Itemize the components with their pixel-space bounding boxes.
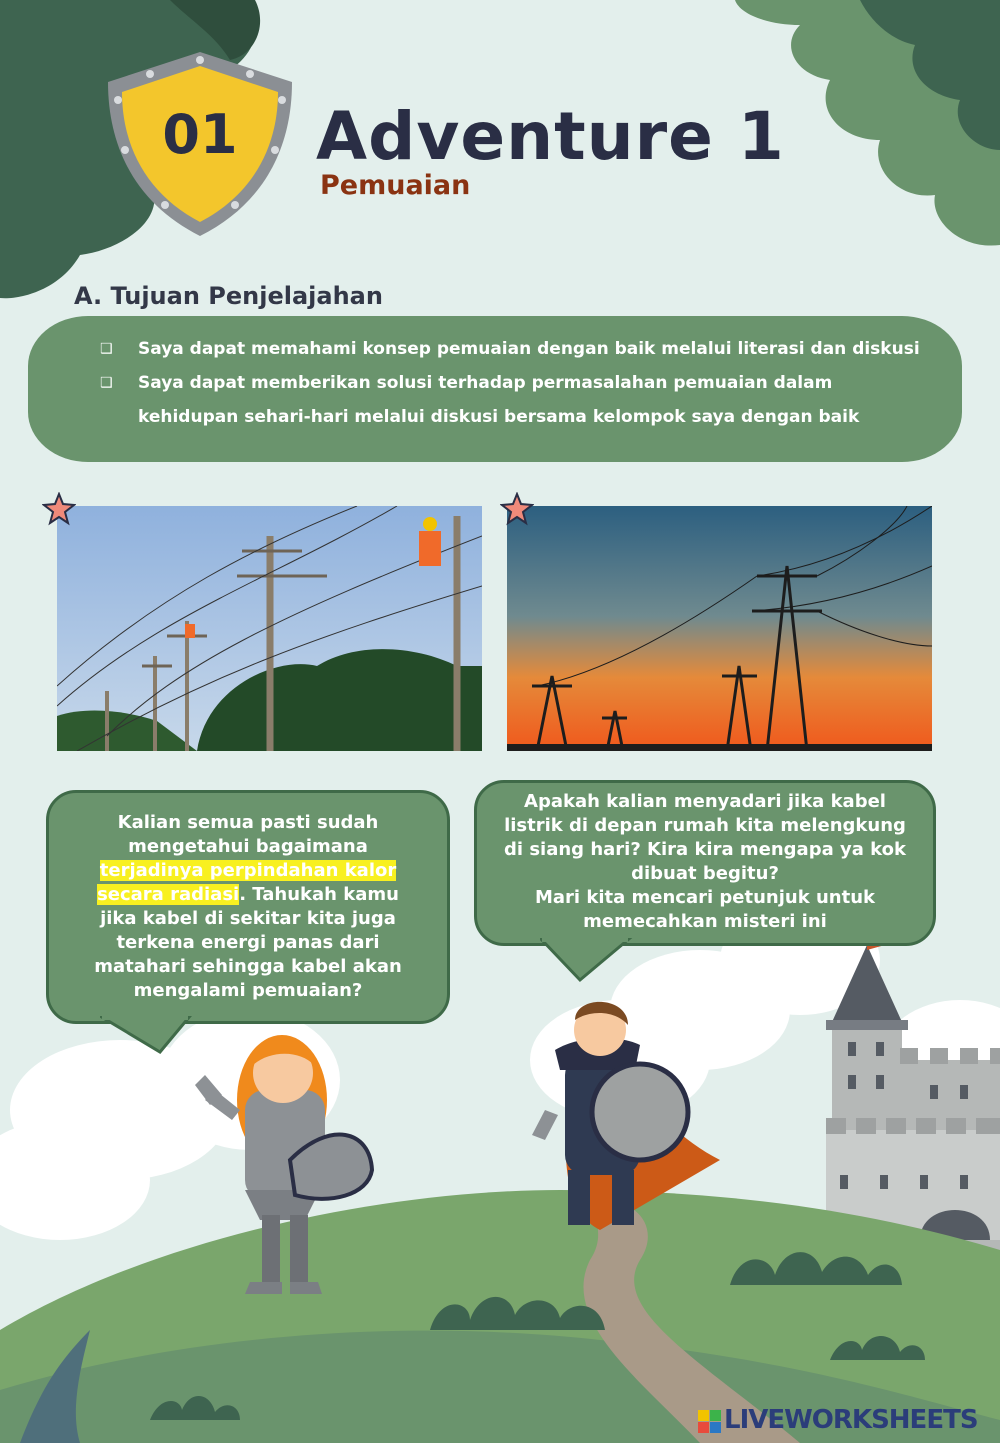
goal-text: Saya dapat memberikan solusi terhadap permasalahan pemuaian dalam [138,373,833,393]
bubble-line: dibuat begitu? [631,863,779,884]
goal-item [100,366,938,400]
star-icon [42,492,76,526]
highlighted-text: secara radiasi [97,884,240,905]
speech-bubble-tail-right [540,938,640,984]
bubble-line: Kalian semua pasti sudah [117,812,379,833]
bubble-line: memecahkan misteri ini [583,911,827,932]
speech-bubble-right [474,780,936,946]
goal-text: kehidupan sehari-hari melalui diskusi bersama kelompok saya dengan baik [138,407,860,427]
speech-bubble-left [46,790,450,1024]
page-title: Adventure 1 [316,98,785,175]
bubble-line: di siang hari? Kira kira mengapa ya kok [504,839,906,860]
checkbox-bullet-icon: ❑ [100,341,113,357]
photo-utility-poles [57,506,482,751]
section-title: A. Tujuan Penjelajahan [74,282,383,310]
goal-item-continuation [138,400,938,434]
page-subtitle: Pemuaian [320,170,471,201]
goal-item [100,332,938,366]
bubble-line: mengalami pemuaian? [133,980,363,1001]
star-icon [500,492,534,526]
bubble-line: terkena energi panas dari [116,932,380,953]
liveworksheets-logo-icon [698,1410,722,1434]
highlighted-text: terjadinya perpindahan kalor [99,860,397,881]
photo-transmission-towers [507,506,932,751]
watermark: LIVEWORKSHEETS [724,1405,978,1435]
bubble-line: jika kabel di sekitar kita juga [100,908,396,929]
bubble-text: . Tahukah kamu [239,884,399,905]
speech-bubble-tail-left [100,1016,200,1056]
bubble-line: Apakah kalian menyadari jika kabel [524,791,886,812]
bubble-line: mengetahui bagaimana [128,836,368,857]
bubble-line: Mari kita mencari petunjuk untuk [534,887,875,908]
badge-number: 01 [162,103,238,166]
checkbox-bullet-icon: ❑ [100,375,113,391]
bubble-line: matahari sehingga kabel akan [94,956,402,977]
goal-text: Saya dapat memahami konsep pemuaian dengan baik melalui literasi dan diskusi [138,339,920,359]
goals-panel [28,316,962,462]
bubble-line: listrik di depan rumah kita melengkung [504,815,906,836]
